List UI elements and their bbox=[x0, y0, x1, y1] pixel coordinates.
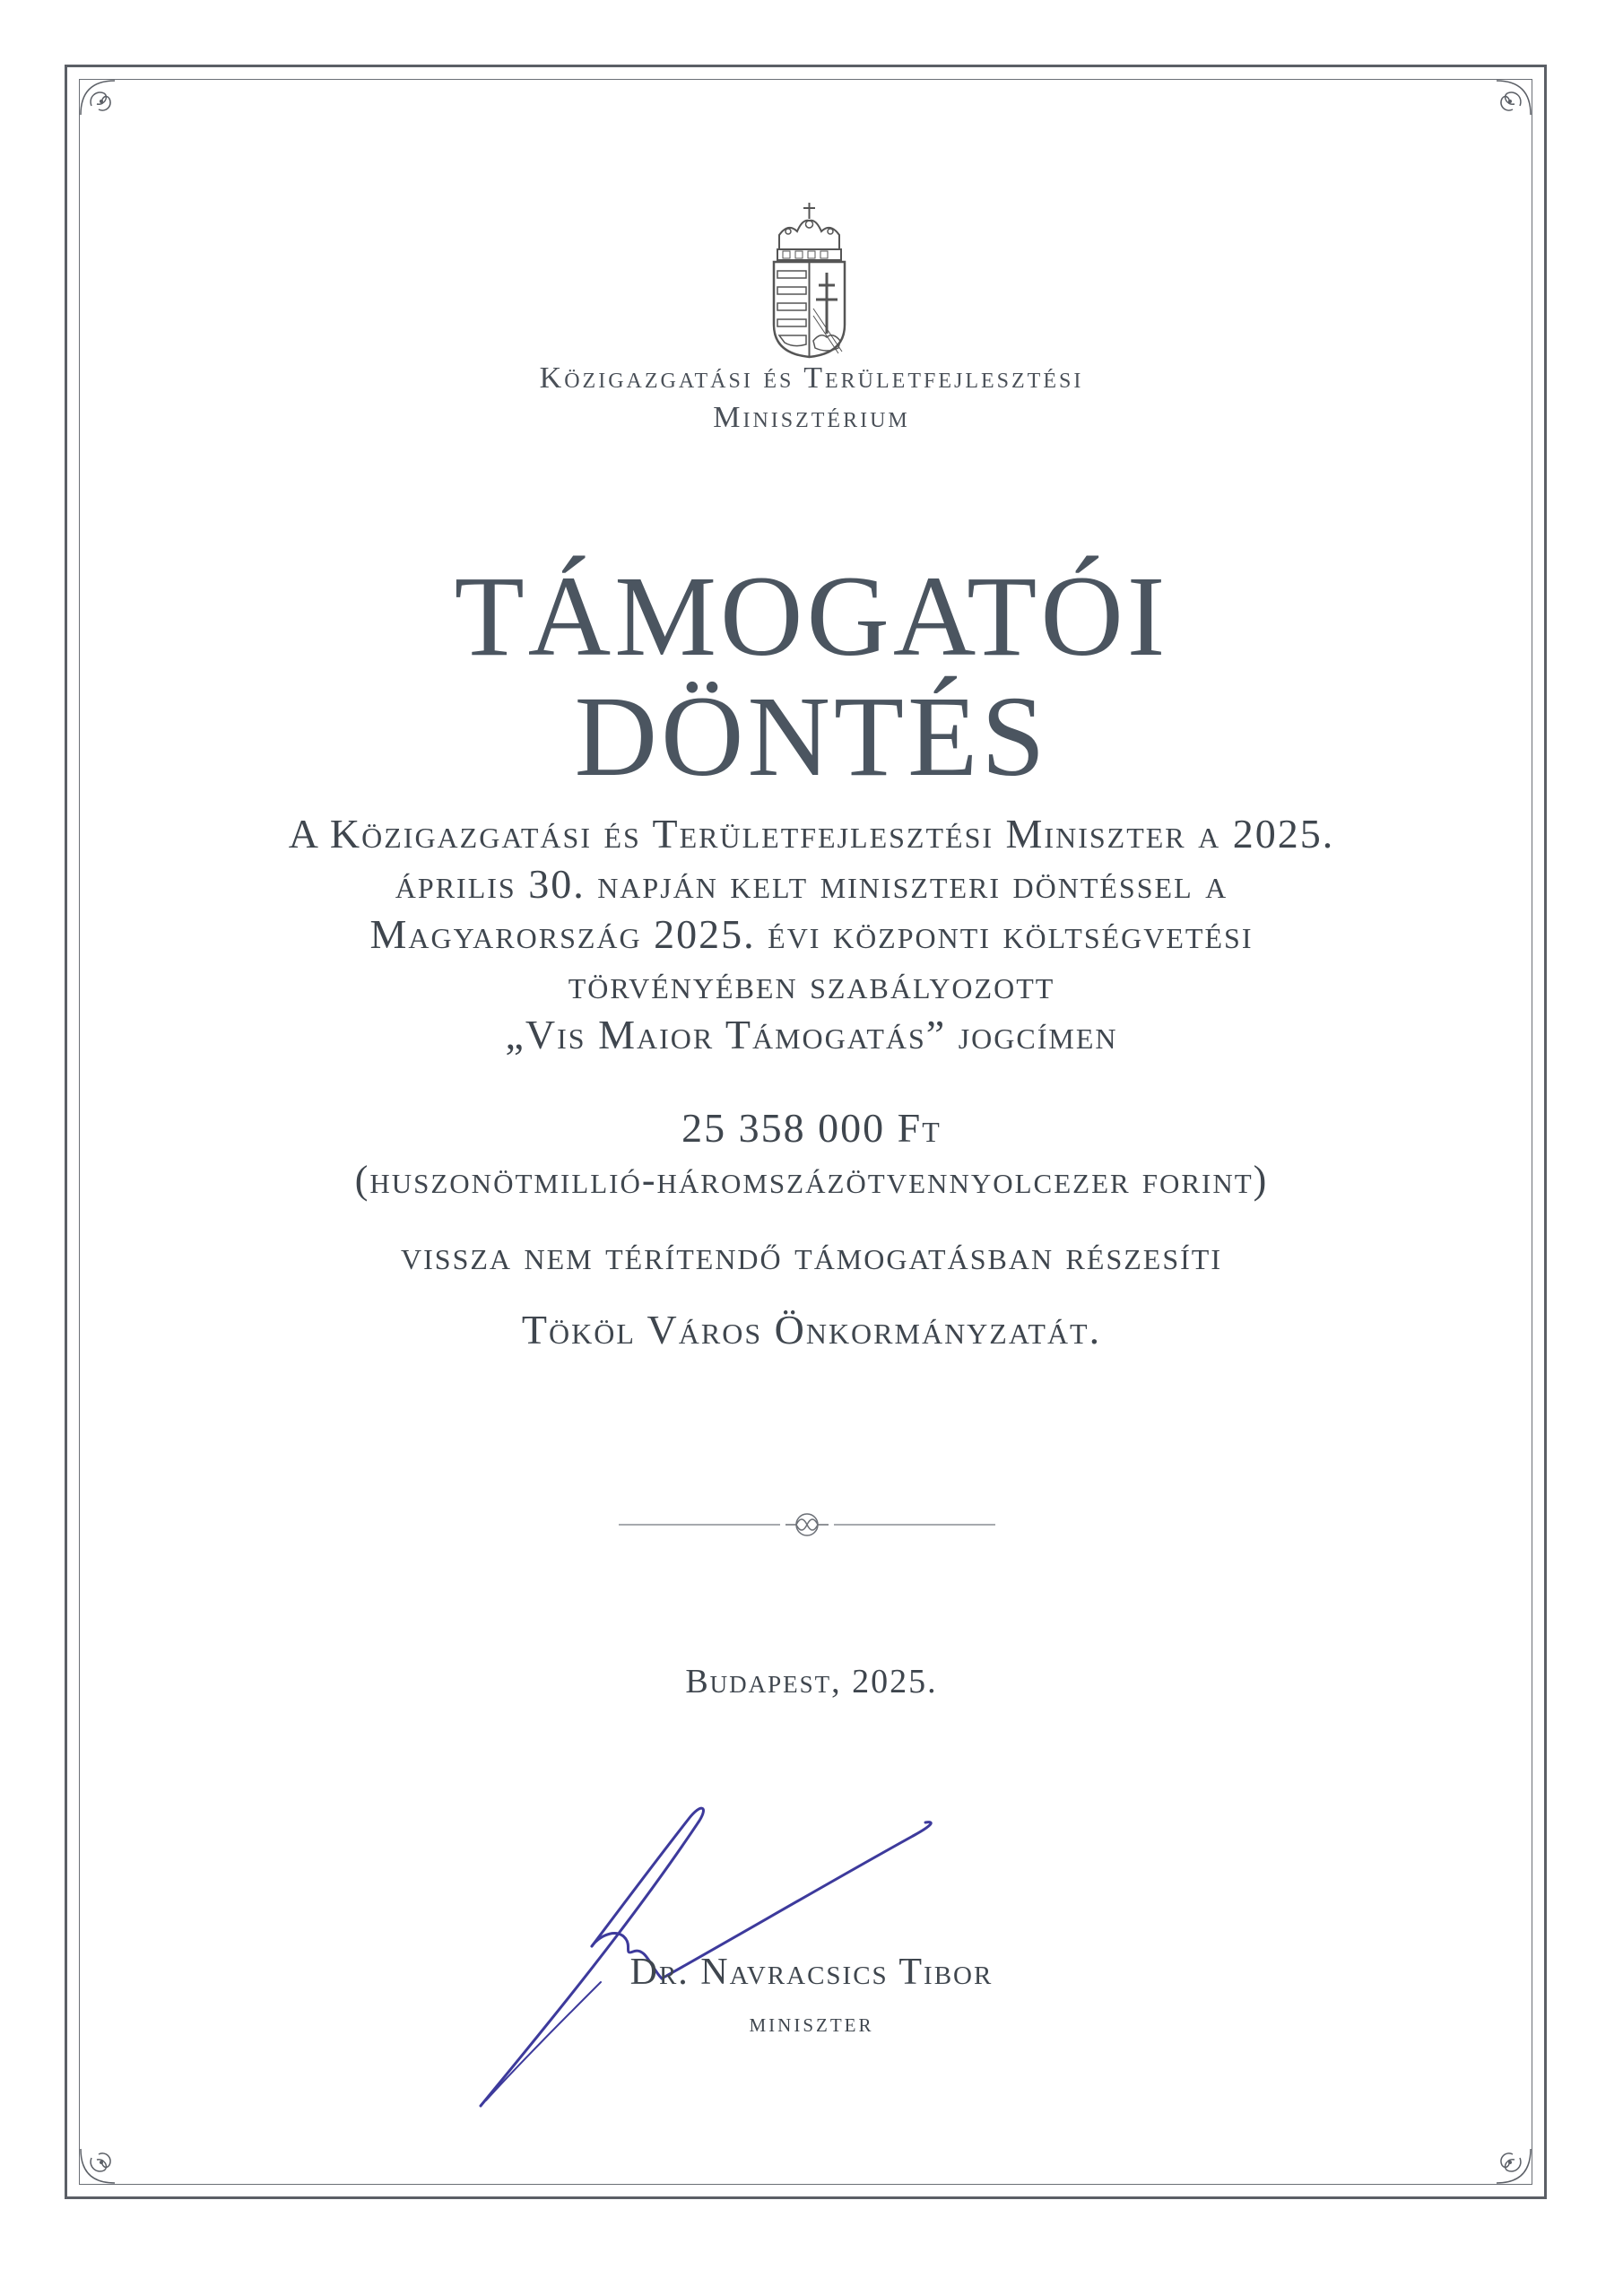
signer-title: miniszter bbox=[749, 2008, 874, 2038]
coat-of-arms-icon bbox=[767, 199, 852, 359]
ministry-name bbox=[143, 359, 1480, 438]
corner-ornament-icon bbox=[79, 79, 135, 135]
body-line: törvényében szabályozott bbox=[568, 961, 1055, 1007]
grant-type: vissza nem térítendő támogatásban részesíti bbox=[401, 1232, 1222, 1278]
handwritten-signature bbox=[466, 1767, 1058, 2117]
signer-name: Dr. Navracsics Tibor bbox=[629, 1952, 994, 1993]
grant-amount-words: (huszonötmillió-háromszázötvennyolcezer forint) bbox=[354, 1158, 1269, 1202]
document-title bbox=[143, 552, 1480, 800]
recipient: Tököl Város Önkormányzatát. bbox=[521, 1307, 1102, 1352]
title-line-1: TÁMOGATÓI bbox=[454, 552, 1169, 680]
corner-ornament-icon bbox=[79, 2129, 135, 2185]
corner-ornament-icon bbox=[1477, 79, 1532, 135]
title-line-2: DÖNTÉS bbox=[574, 673, 1049, 800]
ornamental-divider-icon bbox=[619, 1507, 995, 1543]
body-line: A Közigazgatási és Területfejlesztési Miniszter a 2025. bbox=[288, 811, 1335, 857]
body-line: Magyarország 2025. évi központi költségvetési bbox=[369, 911, 1254, 957]
ministry-line-2: Minisztérium bbox=[713, 401, 910, 434]
body-line: „Vis Maior Támogatás” jogcímen bbox=[505, 1012, 1118, 1057]
ministry-line-1: Közigazgatási és Területfejlesztési bbox=[539, 361, 1084, 395]
grant-amount: 25 358 000 Ft bbox=[681, 1105, 942, 1151]
corner-ornament-icon bbox=[1477, 2129, 1532, 2185]
decision-text bbox=[143, 809, 1480, 1060]
body-line: április 30. napján kelt miniszteri döntéssel a bbox=[395, 861, 1228, 907]
place-and-date: Budapest, 2025. bbox=[685, 1663, 938, 1700]
